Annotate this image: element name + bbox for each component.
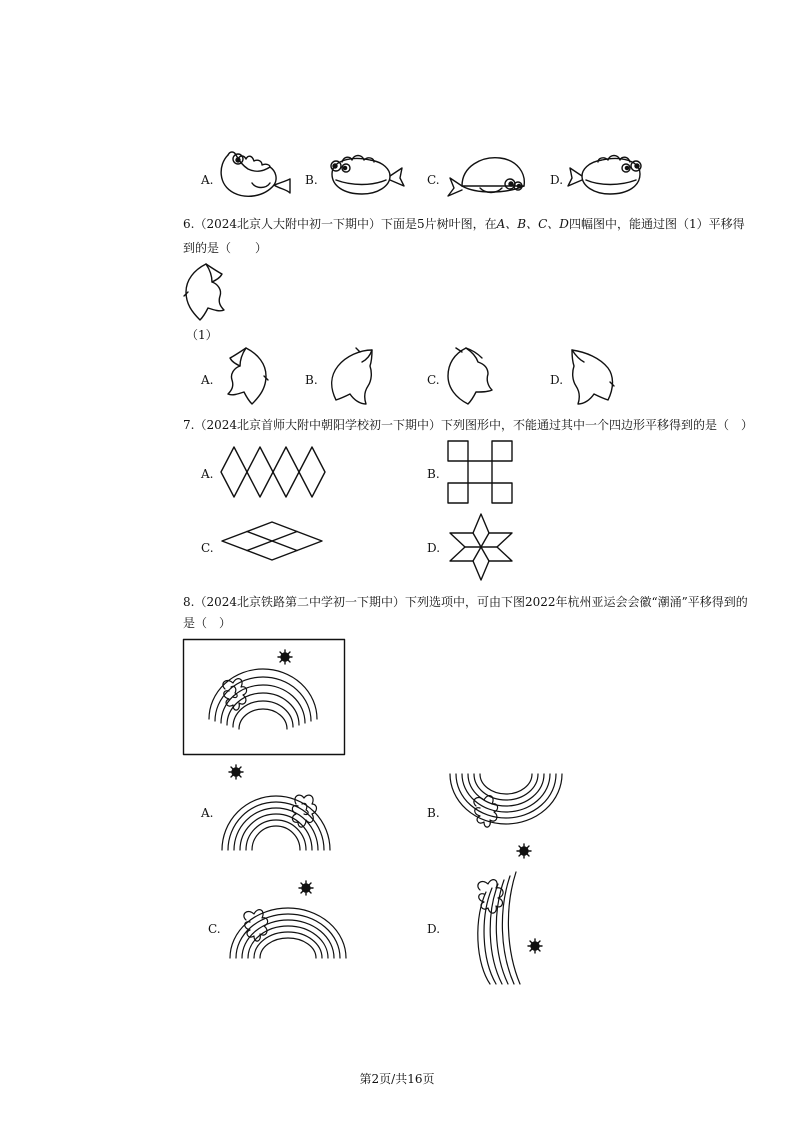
q5-option-a-label[interactable]: A. xyxy=(201,173,214,187)
page-footer: 第2页/共16页 xyxy=(359,1072,435,1086)
q5-option-b-fish-figure xyxy=(322,152,406,204)
q8-option-a-emblem-figure xyxy=(220,764,332,856)
q6-line1: 6.（2024北京人大附中初一下期中）下面是5片树叶图，在 xyxy=(183,217,497,231)
q5-option-c-fish-figure xyxy=(446,150,532,200)
q6-text xyxy=(183,214,763,234)
q6-option-b-leaf-figure xyxy=(326,346,378,408)
q8-line1: 8.（2024北京铁路第二中学初一下期中）下列选项中，可由下图2022年杭州亚运会会徽“潮涌”平移得到的 xyxy=(183,595,748,609)
q7-option-a-rhombus-row-figure xyxy=(221,446,325,498)
q7-option-b-label[interactable]: B. xyxy=(427,467,440,481)
q5-option-d-label[interactable]: D. xyxy=(550,173,564,187)
q8-line2: 是（ ） xyxy=(183,616,232,630)
q6-option-d-leaf-figure xyxy=(566,346,618,408)
q8-reference-emblem-figure xyxy=(183,639,345,755)
q6-figure-caption: （1） xyxy=(186,328,218,342)
q8-option-d-label[interactable]: D. xyxy=(427,922,441,936)
q7-option-d-star-figure xyxy=(446,512,516,582)
q6-option-c-label[interactable]: C. xyxy=(427,373,440,387)
q7-option-d-label[interactable]: D. xyxy=(427,541,441,555)
q7-option-c-four-rhombus-figure xyxy=(221,521,323,561)
q5-option-c-label[interactable]: C. xyxy=(427,173,440,187)
q6-option-d-label[interactable]: D. xyxy=(550,373,564,387)
q7-option-a-label[interactable]: A. xyxy=(201,467,214,481)
q6-line1-options: A、B、C、D xyxy=(496,217,569,231)
q6-option-c-leaf-figure xyxy=(444,346,496,408)
q5-option-b-label[interactable]: B. xyxy=(305,173,318,187)
q6-line1-tail: 四幅图中，能通过图（1）平移得 xyxy=(568,217,745,231)
q8-option-a-label[interactable]: A. xyxy=(201,806,214,820)
q8-option-c-emblem-figure xyxy=(228,878,348,962)
q6-option-a-label[interactable]: A. xyxy=(201,373,214,387)
q7-text: 7.（2024北京首师大附中朝阳学校初一下期中）下列图形中，不能通过其中一个四边形平移得到的是（ ） xyxy=(183,418,753,432)
q8-option-d-emblem-figure xyxy=(450,868,550,986)
q7-option-b-squares-figure xyxy=(447,440,513,504)
q8-option-b-emblem-figure xyxy=(446,766,570,860)
q5-option-d-fish-figure xyxy=(566,152,650,204)
q8-option-c-label[interactable]: C. xyxy=(208,922,221,936)
q6-option-b-label[interactable]: B. xyxy=(305,373,318,387)
q8-option-b-label[interactable]: B. xyxy=(427,806,440,820)
q6-option-a-leaf-figure xyxy=(218,346,270,408)
q6-line2: 到的是（ ） xyxy=(183,241,268,255)
q6-reference-leaf-figure xyxy=(182,262,230,324)
q7-option-c-label[interactable]: C. xyxy=(201,541,214,555)
q5-option-a-fish-figure xyxy=(216,145,296,205)
